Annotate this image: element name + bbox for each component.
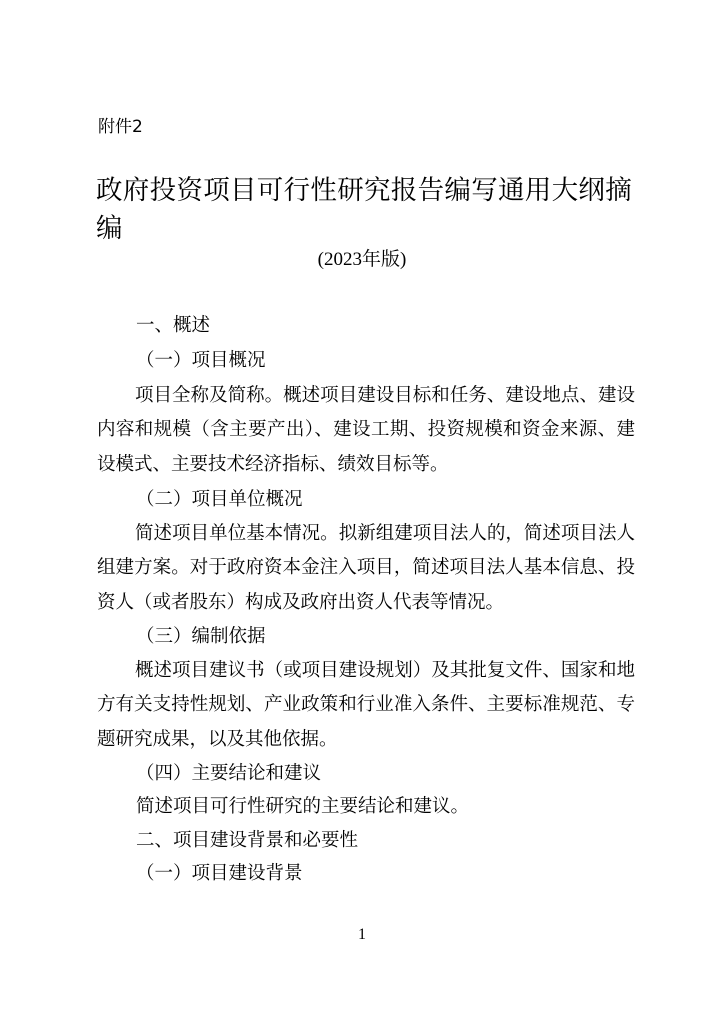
subsection-heading-basis: （三）编制依据 [136,626,266,647]
subsection-heading-project-overview: （一）项目概况 [136,350,266,371]
document-title: 政府投资项目可行性研究报告编写通用大纲摘编 [96,175,632,244]
edition-label: (2023年版) [317,249,407,270]
section-heading-background: 二、项目建设背景和必要性 [136,830,359,851]
section-heading-overview: 一、概述 [136,315,211,336]
paragraph-unit-overview: 简述项目单位基本情况。拟新组建项目法人的，简述项目法人组建方案。对于政府资本金注入项目，简述项目法人基本信息、投资人（或者股东）构成及政府出资人代表等情况。 [97,523,635,613]
attachment-label: 附件2 [98,117,143,137]
subsection-heading-construction-background: （一）项目建设背景 [136,863,303,884]
paragraph-conclusions: 简述项目可行性研究的主要结论和建议。 [136,796,470,817]
paragraph-project-overview: 项目全称及简称。概述项目建设目标和任务、建设地点、建设内容和规模（含主要产出）、建设工期、投资规模和资金来源、建设模式、主要技术经济指标、绩效目标等。 [97,385,635,475]
paragraph-basis: 概述项目建议书（或项目建设规划）及其批复文件、国家和地方有关支持性规划、产业政策和行业准入条件、主要标准规范、专题研究成果，以及其他依据。 [97,660,635,750]
subsection-heading-unit-overview: （二）项目单位概况 [136,489,303,510]
page-number: 1 [358,926,366,943]
subsection-heading-conclusions: （四）主要结论和建议 [136,763,322,784]
